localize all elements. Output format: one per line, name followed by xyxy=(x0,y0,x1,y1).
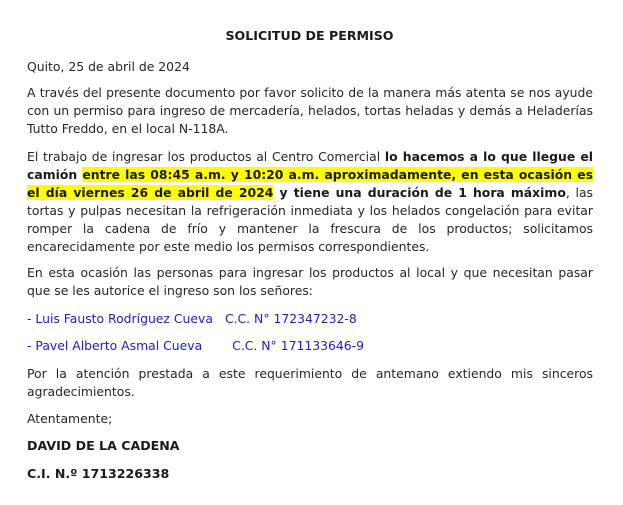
signer-name: DAVID DE LA CADENA xyxy=(27,438,180,453)
schedule-intro-text: El trabajo de ingresar los productos al Centro Comercial xyxy=(27,149,385,164)
schedule-rest-text: , las tortas y pulpas necesitan la refrigeración inmediata y los helados congelación para evitar romper la cadena de frío y mantener la frescura de los productos; solicitamos encarecidamente por este medio los permisos correspondientes. xyxy=(27,185,594,254)
duration-bold-text: y tiene una duración de 1 hora máximo xyxy=(273,185,566,200)
person-name: - Pavel Alberto Asmal Cueva xyxy=(27,338,203,353)
schedule-bold-text: lo hacemos a lo que llegue el camión xyxy=(27,149,593,182)
person-row xyxy=(27,310,593,328)
signer-id: C.I. N.º 1713226338 xyxy=(27,466,170,481)
document-title: SOLICITUD DE PERMISO xyxy=(225,28,394,43)
paragraph-thanks: Por la atención prestada a este requerimiento de antemano extiendo mis sinceros agradecimientos. xyxy=(27,366,593,399)
person-id: C.C. N° 171133646-9 xyxy=(232,338,364,353)
schedule-highlighted-text: entre las 08:45 a.m. y 10:20 a.m. aproximadamente, en esta ocasión es el día viernes 26 de abril de 2024 xyxy=(27,167,594,200)
paragraph-schedule xyxy=(27,148,593,256)
closing-text: Atentamente; xyxy=(27,411,113,426)
person-id: C.C. N° 172347232-8 xyxy=(224,311,357,326)
paragraph-people-intro: En esta ocasión las personas para ingresar los productos al local y que necesitan pasar que se les autorice el ingreso son los señores: xyxy=(27,265,593,298)
person-row xyxy=(27,337,593,355)
paragraph-request: A través del presente documento por favor solicito de la manera más atenta se nos ayude con un permiso para ingreso de mercadería, helados, tortas heladas y demás a Heladerías Tutto Freddo, en el local N-118A. xyxy=(27,85,593,136)
person-name: - Luis Fausto Rodríguez Cueva xyxy=(27,311,213,326)
place-date: Quito, 25 de abril de 2024 xyxy=(27,59,190,74)
